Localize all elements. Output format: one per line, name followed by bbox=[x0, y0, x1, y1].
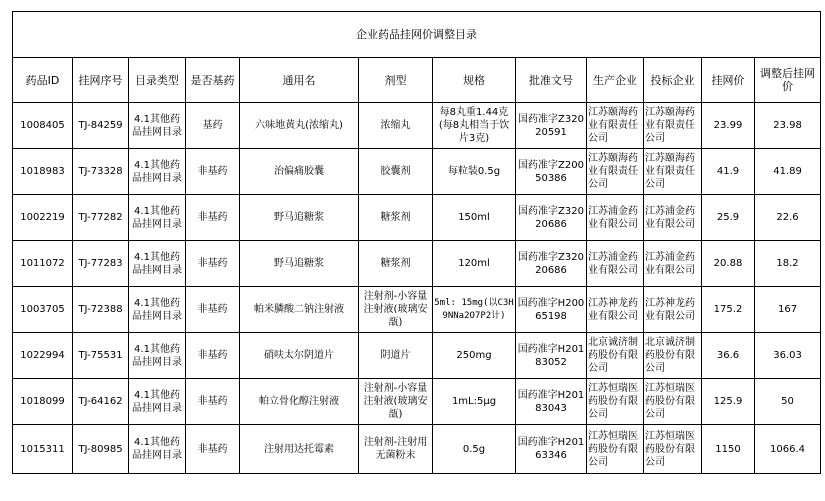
table-row bbox=[13, 241, 821, 287]
approval-no-cell: 国药准字H20183052 bbox=[516, 333, 587, 379]
listed-price-cell: 125.9 bbox=[702, 379, 755, 425]
dosage-form-cell: 注射剂-小容量注射液(玻璃安瓿) bbox=[359, 379, 433, 425]
header-generic-name: 通用名 bbox=[240, 58, 359, 103]
catalog-type-cell: 4.1其他药品挂网目录 bbox=[129, 149, 186, 195]
specification-cell: 1mL:5μg bbox=[433, 379, 516, 425]
essential-cell: 非基药 bbox=[186, 195, 240, 241]
header-catalog-type: 目录类型 bbox=[129, 58, 186, 103]
drug-id-cell: 1015311 bbox=[13, 425, 73, 474]
generic-name-cell: 治偏痛胶囊 bbox=[240, 149, 359, 195]
bidder-cell: 江苏恒瑞医药股份有限公司 bbox=[644, 425, 702, 474]
listing-no-cell: TJ-64162 bbox=[73, 379, 129, 425]
bidder-cell: 江苏浦金药业有限公司 bbox=[644, 195, 702, 241]
table-row bbox=[13, 149, 821, 195]
generic-name-cell: 注射用达托霉素 bbox=[240, 425, 359, 474]
adjusted-price-cell: 18.2 bbox=[755, 241, 821, 287]
dosage-form-cell: 注射剂-注射用无菌粉末 bbox=[359, 425, 433, 474]
manufacturer-cell: 江苏浦金药业有限公司 bbox=[587, 195, 644, 241]
approval-no-cell: 国药准字H20183043 bbox=[516, 379, 587, 425]
essential-cell: 非基药 bbox=[186, 379, 240, 425]
specification-cell: 每8丸重1.44克(每8丸相当于饮片3克) bbox=[433, 103, 516, 149]
listed-price-cell: 36.6 bbox=[702, 333, 755, 379]
approval-no-cell: 国药准字Z32020686 bbox=[516, 241, 587, 287]
manufacturer-cell: 江苏颐海药业有限责任公司 bbox=[587, 103, 644, 149]
header-listing-no: 挂网序号 bbox=[73, 58, 129, 103]
essential-cell: 非基药 bbox=[186, 287, 240, 333]
dosage-form-cell: 浓缩丸 bbox=[359, 103, 433, 149]
dosage-form-cell: 注射剂-小容量注射液(玻璃安瓿) bbox=[359, 287, 433, 333]
listing-no-cell: TJ-77283 bbox=[73, 241, 129, 287]
drug-id-cell: 1008405 bbox=[13, 103, 73, 149]
table-row bbox=[13, 379, 821, 425]
bidder-cell: 江苏神龙药业有限公司 bbox=[644, 287, 702, 333]
essential-cell: 非基药 bbox=[186, 333, 240, 379]
specification-cell: 5ml: 15mg(以C3H9NNa2O7P2计) bbox=[433, 287, 516, 333]
table-row bbox=[13, 287, 821, 333]
bidder-cell: 江苏恒瑞医药股份有限公司 bbox=[644, 379, 702, 425]
listing-no-cell: TJ-80985 bbox=[73, 425, 129, 474]
bidder-cell: 江苏颐海药业有限责任公司 bbox=[644, 149, 702, 195]
dosage-form-cell: 糖浆剂 bbox=[359, 195, 433, 241]
table-row bbox=[13, 195, 821, 241]
bidder-cell: 江苏浦金药业有限公司 bbox=[644, 241, 702, 287]
adjusted-price-cell: 22.6 bbox=[755, 195, 821, 241]
catalog-type-cell: 4.1其他药品挂网目录 bbox=[129, 241, 186, 287]
specification-cell: 150ml bbox=[433, 195, 516, 241]
header-bidder: 投标企业 bbox=[644, 58, 702, 103]
dosage-form-cell: 胶囊剂 bbox=[359, 149, 433, 195]
listing-no-cell: TJ-77282 bbox=[73, 195, 129, 241]
catalog-type-cell: 4.1其他药品挂网目录 bbox=[129, 333, 186, 379]
listed-price-cell: 20.88 bbox=[702, 241, 755, 287]
specification-cell: 0.5g bbox=[433, 425, 516, 474]
table-row bbox=[13, 425, 821, 474]
approval-no-cell: 国药准字H20163346 bbox=[516, 425, 587, 474]
approval-no-cell: 国药准字Z32020686 bbox=[516, 195, 587, 241]
catalog-type-cell: 4.1其他药品挂网目录 bbox=[129, 103, 186, 149]
manufacturer-cell: 北京诚济制药股份有限公司 bbox=[587, 333, 644, 379]
generic-name-cell: 六味地黄丸(浓缩丸) bbox=[240, 103, 359, 149]
header-listed-price: 挂网价 bbox=[702, 58, 755, 103]
generic-name-cell: 硝呋太尔阴道片 bbox=[240, 333, 359, 379]
drug-id-cell: 1002219 bbox=[13, 195, 73, 241]
manufacturer-cell: 江苏神龙药业有限公司 bbox=[587, 287, 644, 333]
drug-id-cell: 1003705 bbox=[13, 287, 73, 333]
listing-no-cell: TJ-73328 bbox=[73, 149, 129, 195]
price-adjustment-table bbox=[12, 11, 821, 474]
header-dosage-form: 剂型 bbox=[359, 58, 433, 103]
specification-cell: 120ml bbox=[433, 241, 516, 287]
specification-cell: 每粒装0.5g bbox=[433, 149, 516, 195]
adjusted-price-cell: 23.98 bbox=[755, 103, 821, 149]
header-adjusted-price: 调整后挂网价 bbox=[755, 58, 821, 103]
generic-name-cell: 野马追糖浆 bbox=[240, 195, 359, 241]
specification-cell: 250mg bbox=[433, 333, 516, 379]
essential-cell: 非基药 bbox=[186, 149, 240, 195]
table-row bbox=[13, 103, 821, 149]
adjusted-price-cell: 167 bbox=[755, 287, 821, 333]
essential-cell: 非基药 bbox=[186, 425, 240, 474]
table-title: 企业药品挂网价调整目录 bbox=[13, 12, 821, 58]
essential-cell: 非基药 bbox=[186, 241, 240, 287]
header-manufacturer: 生产企业 bbox=[587, 58, 644, 103]
essential-cell: 基药 bbox=[186, 103, 240, 149]
catalog-type-cell: 4.1其他药品挂网目录 bbox=[129, 287, 186, 333]
header-specification: 规格 bbox=[433, 58, 516, 103]
listing-no-cell: TJ-84259 bbox=[73, 103, 129, 149]
table-row bbox=[13, 333, 821, 379]
manufacturer-cell: 江苏恒瑞医药股份有限公司 bbox=[587, 379, 644, 425]
approval-no-cell: 国药准字Z20050386 bbox=[516, 149, 587, 195]
listed-price-cell: 41.9 bbox=[702, 149, 755, 195]
adjusted-price-cell: 50 bbox=[755, 379, 821, 425]
generic-name-cell: 帕米膦酸二钠注射液 bbox=[240, 287, 359, 333]
drug-id-cell: 1011072 bbox=[13, 241, 73, 287]
catalog-type-cell: 4.1其他药品挂网目录 bbox=[129, 379, 186, 425]
listed-price-cell: 23.99 bbox=[702, 103, 755, 149]
listing-no-cell: TJ-75531 bbox=[73, 333, 129, 379]
approval-no-cell: 国药准字Z32020591 bbox=[516, 103, 587, 149]
drug-id-cell: 1022994 bbox=[13, 333, 73, 379]
manufacturer-cell: 江苏浦金药业有限公司 bbox=[587, 241, 644, 287]
generic-name-cell: 帕立骨化醇注射液 bbox=[240, 379, 359, 425]
listed-price-cell: 1150 bbox=[702, 425, 755, 474]
header-approval-no: 批准文号 bbox=[516, 58, 587, 103]
listing-no-cell: TJ-72388 bbox=[73, 287, 129, 333]
bidder-cell: 江苏颐海药业有限责任公司 bbox=[644, 103, 702, 149]
header-essential: 是否基药 bbox=[186, 58, 240, 103]
listed-price-cell: 175.2 bbox=[702, 287, 755, 333]
header-drug-id: 药品ID bbox=[13, 58, 73, 103]
drug-id-cell: 1018099 bbox=[13, 379, 73, 425]
generic-name-cell: 野马追糖浆 bbox=[240, 241, 359, 287]
manufacturer-cell: 江苏恒瑞医药股份有限公司 bbox=[587, 425, 644, 474]
adjusted-price-cell: 41.89 bbox=[755, 149, 821, 195]
drug-id-cell: 1018983 bbox=[13, 149, 73, 195]
catalog-type-cell: 4.1其他药品挂网目录 bbox=[129, 425, 186, 474]
manufacturer-cell: 江苏颐海药业有限责任公司 bbox=[587, 149, 644, 195]
header-row bbox=[13, 58, 821, 103]
catalog-type-cell: 4.1其他药品挂网目录 bbox=[129, 195, 186, 241]
approval-no-cell: 国药准字H20065198 bbox=[516, 287, 587, 333]
listed-price-cell: 25.9 bbox=[702, 195, 755, 241]
adjusted-price-cell: 1066.4 bbox=[755, 425, 821, 474]
dosage-form-cell: 糖浆剂 bbox=[359, 241, 433, 287]
bidder-cell: 北京诚济制药股份有限公司 bbox=[644, 333, 702, 379]
adjusted-price-cell: 36.03 bbox=[755, 333, 821, 379]
dosage-form-cell: 阴道片 bbox=[359, 333, 433, 379]
